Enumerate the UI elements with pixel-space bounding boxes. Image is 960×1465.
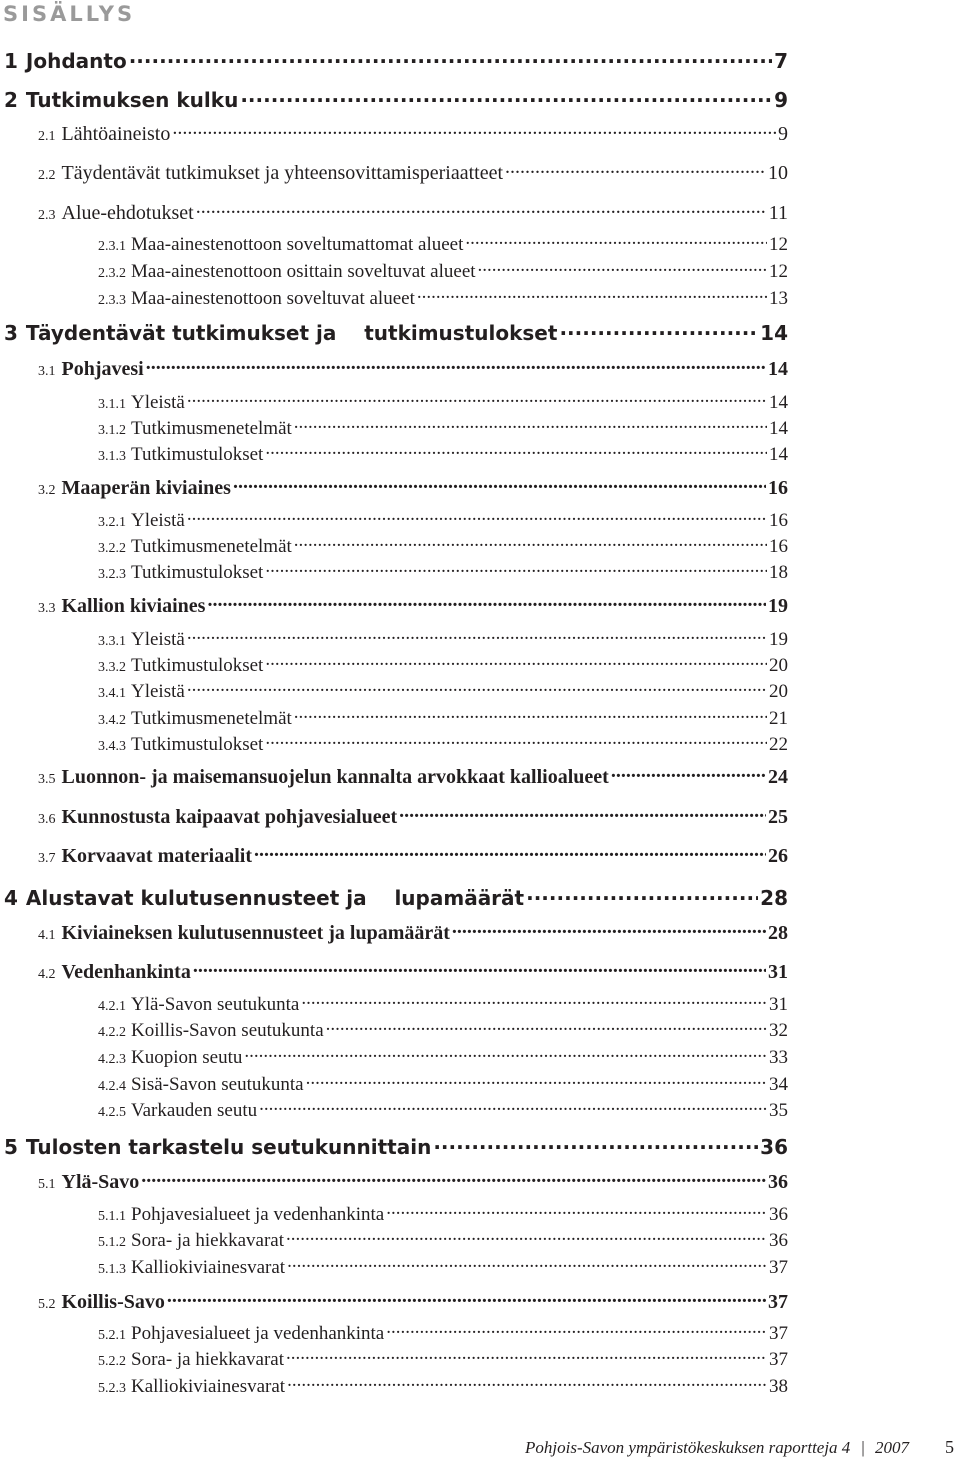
footer-year: 2007 xyxy=(875,1438,909,1457)
toc-entry-number: 5.2.3 xyxy=(98,1381,126,1396)
toc-entry[interactable] xyxy=(98,1097,788,1122)
toc-entry[interactable] xyxy=(38,592,788,618)
toc-entry-page: 37 xyxy=(769,1323,788,1344)
toc-entry[interactable] xyxy=(98,258,788,283)
toc-entry-page: 16 xyxy=(768,477,788,499)
toc-entry-title: Tutkimusmenetelmät xyxy=(131,536,292,557)
toc-dot-leader xyxy=(417,285,767,304)
toc-entry-number: 3.2.2 xyxy=(98,541,126,556)
toc-entry[interactable] xyxy=(98,559,788,584)
toc-entry-number: 4.2.2 xyxy=(98,1025,126,1040)
toc-entry-number: 5 xyxy=(4,1135,18,1159)
toc-entry-page: 31 xyxy=(769,994,788,1015)
toc-dot-leader xyxy=(240,87,772,107)
toc-entry-number: 2.3 xyxy=(38,208,56,223)
toc-dot-leader xyxy=(265,441,767,460)
toc-entry-page: 9 xyxy=(774,88,788,112)
toc-entry-title: Pohjavesialueet ja vedenhankinta xyxy=(131,1204,385,1225)
toc-entry-number: 5.2.1 xyxy=(98,1328,126,1343)
toc-entry-title: Tutkimustulokset xyxy=(131,444,264,465)
toc-dot-leader xyxy=(386,1320,767,1339)
toc-entry[interactable] xyxy=(38,199,788,225)
toc-entry[interactable] xyxy=(38,120,788,146)
toc-dot-leader xyxy=(172,120,776,140)
toc-entry[interactable] xyxy=(98,231,788,256)
toc-entry-title: Kunnostusta kaipaavat pohjavesialueet xyxy=(61,806,398,828)
toc-entry[interactable] xyxy=(98,652,788,677)
page-footer xyxy=(525,1438,909,1458)
toc-entry-number: 3.4.3 xyxy=(98,739,126,754)
toc-entry[interactable] xyxy=(38,842,788,868)
toc-dot-leader xyxy=(611,763,766,783)
toc-entry[interactable] xyxy=(98,1320,788,1345)
toc-entry-title: Yleistä xyxy=(131,681,185,702)
toc-dot-leader xyxy=(465,231,767,250)
toc-entry-page: 20 xyxy=(769,681,788,702)
toc-dot-leader xyxy=(294,415,767,434)
toc-entry-number: 2.3.2 xyxy=(98,266,126,281)
toc-dot-leader xyxy=(326,1017,767,1036)
toc-entry[interactable] xyxy=(98,533,788,558)
toc-entry-number: 5.2 xyxy=(38,1297,56,1312)
toc-entry-title: Yleistä xyxy=(131,392,185,413)
toc-entry[interactable] xyxy=(98,731,788,756)
toc-dot-leader xyxy=(187,626,767,645)
toc-entry-page: 14 xyxy=(769,392,788,413)
toc-dot-leader xyxy=(187,507,767,526)
toc-heading: SISÄLLYS xyxy=(3,2,136,26)
toc-entry[interactable] xyxy=(98,626,788,651)
toc-entry[interactable] xyxy=(98,415,788,440)
toc-entry-number: 3.1 xyxy=(38,364,56,379)
toc-dot-leader xyxy=(141,1168,766,1188)
toc-entry-number: 5.1.1 xyxy=(98,1209,126,1224)
toc-dot-leader xyxy=(265,652,767,671)
toc-dot-leader xyxy=(129,48,772,68)
toc-entry[interactable] xyxy=(98,1227,788,1252)
toc-entry-page: 31 xyxy=(768,961,788,983)
toc-entry-page: 14 xyxy=(769,444,788,465)
toc-entry-page: 13 xyxy=(769,288,788,309)
toc-entry[interactable] xyxy=(38,355,788,381)
toc-entry[interactable] xyxy=(98,705,788,730)
toc-entry-number: 4.2.5 xyxy=(98,1105,126,1120)
toc-dot-leader xyxy=(196,199,767,219)
toc-entry[interactable] xyxy=(4,320,788,345)
toc-entry-page: 33 xyxy=(769,1047,788,1068)
footer-separator: | xyxy=(860,1438,865,1457)
toc-entry-number: 3.1.1 xyxy=(98,397,126,412)
toc-entry-number: 2.1 xyxy=(38,129,56,144)
toc-entry-number: 5.2.2 xyxy=(98,1354,126,1369)
toc-entry-page: 7 xyxy=(774,49,788,73)
toc-entry[interactable] xyxy=(98,1201,788,1226)
toc-entry-number: 3.4.2 xyxy=(98,713,126,728)
toc-entry[interactable] xyxy=(38,474,788,500)
toc-entry-page: 10 xyxy=(768,162,788,184)
toc-entry-number: 5.1 xyxy=(38,1177,56,1192)
toc-entry-title: Maa-ainestenottoon soveltumattomat alueet xyxy=(131,234,464,255)
toc-entry-number: 5.1.2 xyxy=(98,1235,126,1250)
toc-entry[interactable] xyxy=(98,441,788,466)
toc-entry-page: 21 xyxy=(769,708,788,729)
toc-entry-page: 19 xyxy=(769,629,788,650)
toc-entry-page: 14 xyxy=(760,321,788,345)
toc-entry-title: Kalliokiviainesvarat xyxy=(131,1257,286,1278)
toc-dot-leader xyxy=(559,320,758,340)
toc-entry[interactable] xyxy=(4,48,788,73)
toc-dot-leader xyxy=(526,885,758,905)
toc-entry[interactable] xyxy=(38,958,788,984)
toc-entry-title: Tutkimustulokset xyxy=(131,655,264,676)
toc-entry-number: 3.2.1 xyxy=(98,515,126,530)
toc-entry-page: 19 xyxy=(768,595,788,617)
toc-entry[interactable] xyxy=(98,507,788,532)
toc-entry[interactable] xyxy=(38,919,788,945)
toc-entry-page: 18 xyxy=(769,562,788,583)
toc-entry-number: 4.2 xyxy=(38,967,56,982)
toc-entry-title: Kalliokiviainesvarat xyxy=(131,1376,286,1397)
toc-entry-title: Vedenhankinta xyxy=(61,961,191,983)
toc-entry-title: Johdanto xyxy=(25,49,127,73)
toc-entry-title: Maa-ainestenottoon osittain soveltuvat alueet xyxy=(131,261,476,282)
toc-entry-title: Pohjavesialueet ja vedenhankinta xyxy=(131,1323,385,1344)
toc-entry-number: 4 xyxy=(4,886,18,910)
toc-entry-page: 25 xyxy=(768,806,788,828)
toc-dot-leader xyxy=(294,705,767,724)
toc-entry-title: Tulosten tarkastelu seutukunnittain xyxy=(25,1135,432,1159)
toc-dot-leader xyxy=(301,991,767,1010)
toc-dot-leader xyxy=(259,1097,767,1116)
toc-entry-number: 3.4.1 xyxy=(98,686,126,701)
toc-dot-leader xyxy=(306,1071,767,1090)
toc-entry-page: 16 xyxy=(769,536,788,557)
toc-entry-page: 35 xyxy=(769,1100,788,1121)
toc-entry[interactable] xyxy=(38,159,788,185)
toc-entry-page: 14 xyxy=(768,358,788,380)
toc-entry-title: Tutkimustulokset xyxy=(131,734,264,755)
toc-entry-page: 36 xyxy=(760,1135,788,1159)
toc-entry[interactable] xyxy=(4,87,788,112)
toc-entry-number: 1 xyxy=(4,49,18,73)
toc-entry-title: Kallion kiviaines xyxy=(61,595,206,617)
toc-entry-page: 16 xyxy=(769,510,788,531)
toc-entry[interactable] xyxy=(98,1044,788,1069)
toc-entry-title: Koillis-Savo xyxy=(61,1291,165,1313)
toc-entry-number: 4.2.4 xyxy=(98,1079,126,1094)
toc-entry[interactable] xyxy=(4,885,788,910)
toc-entry-page: 28 xyxy=(768,922,788,944)
toc-entry-title: Pohjavesi xyxy=(61,358,144,380)
toc-dot-leader xyxy=(478,258,767,277)
toc-entry-page: 37 xyxy=(768,1291,788,1313)
toc-entry-title: Maaperän kiviaines xyxy=(61,477,231,499)
toc-entry-number: 3.3 xyxy=(38,601,56,616)
toc-dot-leader xyxy=(207,592,766,612)
toc-dot-leader xyxy=(254,842,766,862)
toc-entry-title: Ylä-Savon seutukunta xyxy=(131,994,300,1015)
toc-entry-number: 2.2 xyxy=(38,168,56,183)
toc-entry-number: 3.2 xyxy=(38,483,56,498)
toc-entry[interactable] xyxy=(38,1288,788,1314)
toc-entry[interactable] xyxy=(98,1254,788,1279)
page-number: 5 xyxy=(945,1437,954,1457)
toc-entry[interactable] xyxy=(98,991,788,1016)
toc-entry-title: Alue-ehdotukset xyxy=(61,202,194,224)
toc-entry-page: 36 xyxy=(768,1171,788,1193)
toc-entry-title: Sora- ja hiekkavarat xyxy=(131,1349,284,1370)
toc-entry-page: 14 xyxy=(769,418,788,439)
toc-dot-leader xyxy=(287,1373,767,1392)
toc-entry-title: Täydentävät tutkimukset ja yhteensovittamisperiaatteet xyxy=(61,162,504,184)
toc-dot-leader xyxy=(287,1254,767,1273)
toc-entry-page: 37 xyxy=(769,1349,788,1370)
toc-entry-page: 20 xyxy=(769,655,788,676)
toc-dot-leader xyxy=(265,559,767,578)
toc-entry-number: 3.7 xyxy=(38,851,56,866)
toc-entry-title: Varkauden seutu xyxy=(131,1100,258,1121)
toc-entry-page: 22 xyxy=(769,734,788,755)
toc-entry-number: 4.2.3 xyxy=(98,1052,126,1067)
toc-entry-page: 36 xyxy=(769,1204,788,1225)
toc-entry-title: Tutkimusmenetelmät xyxy=(131,418,292,439)
toc-dot-leader xyxy=(386,1201,767,1220)
toc-entry[interactable] xyxy=(98,1071,788,1096)
toc-entry-title: Kiviaineksen kulutusennusteet ja lupamäärät xyxy=(61,922,450,944)
toc-entry-number: 2.3.3 xyxy=(98,293,126,308)
toc-entry[interactable] xyxy=(38,1168,788,1194)
toc-entry-number: 3.6 xyxy=(38,812,56,827)
toc-entry-page: 38 xyxy=(769,1376,788,1397)
toc-entry-page: 11 xyxy=(768,202,788,224)
toc-dot-leader xyxy=(286,1346,767,1365)
toc-entry-number: 4.2.1 xyxy=(98,999,126,1014)
toc-entry-title: Ylä-Savo xyxy=(61,1171,140,1193)
toc-entry[interactable] xyxy=(98,389,788,414)
toc-entry-title: Tutkimustulokset xyxy=(131,562,264,583)
toc-dot-leader xyxy=(167,1288,766,1308)
toc-entry-title: Yleistä xyxy=(131,510,185,531)
toc-dot-leader xyxy=(399,803,766,823)
toc-entry-title: Yleistä xyxy=(131,629,185,650)
toc-dot-leader xyxy=(187,678,767,697)
toc-dot-leader xyxy=(265,731,767,750)
toc-entry-number: 3.1.3 xyxy=(98,449,126,464)
toc-entry-number: 3.2.3 xyxy=(98,567,126,582)
toc-entry-number: 2.3.1 xyxy=(98,239,126,254)
toc-entry[interactable] xyxy=(98,1373,788,1398)
toc-entry-title: Sora- ja hiekkavarat xyxy=(131,1230,284,1251)
toc-entry-page: 12 xyxy=(769,234,788,255)
toc-entry-page: 9 xyxy=(778,123,788,145)
toc-entry[interactable] xyxy=(98,1346,788,1371)
toc-entry-number: 3 xyxy=(4,321,18,345)
toc-entry-page: 12 xyxy=(769,261,788,282)
toc-dot-leader xyxy=(187,389,767,408)
toc-dot-leader xyxy=(505,159,766,179)
toc-entry[interactable] xyxy=(98,678,788,703)
toc-entry[interactable] xyxy=(98,285,788,310)
toc-entry-title: Luonnon- ja maisemansuojelun kannalta arvokkaat kallioalueet xyxy=(61,766,609,788)
toc-entry[interactable] xyxy=(4,1134,788,1159)
toc-entry[interactable] xyxy=(38,803,788,829)
toc-entry-number: 3.3.2 xyxy=(98,660,126,675)
toc-entry-title: Koillis-Savon seutukunta xyxy=(131,1020,324,1041)
toc-entry-page: 37 xyxy=(769,1257,788,1278)
toc-entry-page: 34 xyxy=(769,1074,788,1095)
toc-dot-leader xyxy=(146,355,766,375)
toc-dot-leader xyxy=(433,1134,758,1154)
toc-dot-leader xyxy=(244,1044,767,1063)
toc-entry-page: 24 xyxy=(768,766,788,788)
toc-entry-page: 36 xyxy=(769,1230,788,1251)
toc-entry-number: 3.3.1 xyxy=(98,634,126,649)
toc-entry-page: 28 xyxy=(760,886,788,910)
toc-entry[interactable] xyxy=(98,1017,788,1042)
toc-dot-leader xyxy=(452,919,766,939)
toc-entry-title: Kuopion seutu xyxy=(131,1047,243,1068)
toc-entry-title: Tutkimusmenetelmät xyxy=(131,708,292,729)
toc-dot-leader xyxy=(233,474,766,494)
toc-entry-number: 3.1.2 xyxy=(98,423,126,438)
toc-entry-title: Tutkimuksen kulku xyxy=(25,88,239,112)
toc-dot-leader xyxy=(286,1227,767,1246)
toc-entry-title: Maa-ainestenottoon soveltuvat alueet xyxy=(131,288,415,309)
toc-entry-title: Täydentävät tutkimukset ja tutkimustulokset xyxy=(25,321,558,345)
toc-entry-number: 3.5 xyxy=(38,772,56,787)
toc-dot-leader xyxy=(294,533,767,552)
toc-entry-page: 32 xyxy=(769,1020,788,1041)
toc-dot-leader xyxy=(193,958,766,978)
toc-entry-page: 26 xyxy=(768,845,788,867)
toc-entry-title: Sisä-Savon seutukunta xyxy=(131,1074,304,1095)
toc-entry-title: Lähtöaineisto xyxy=(61,123,171,145)
toc-entry-number: 2 xyxy=(4,88,18,112)
toc-entry-number: 5.1.3 xyxy=(98,1262,126,1277)
toc-entry-number: 4.1 xyxy=(38,928,56,943)
toc-entry-title: Korvaavat materiaalit xyxy=(61,845,252,867)
toc-entry-title: Alustavat kulutusennusteet ja lupamäärät xyxy=(25,886,525,910)
toc-entry[interactable] xyxy=(38,763,788,789)
footer-publication: Pohjois-Savon ympäristökeskuksen raportteja 4 xyxy=(525,1438,851,1457)
